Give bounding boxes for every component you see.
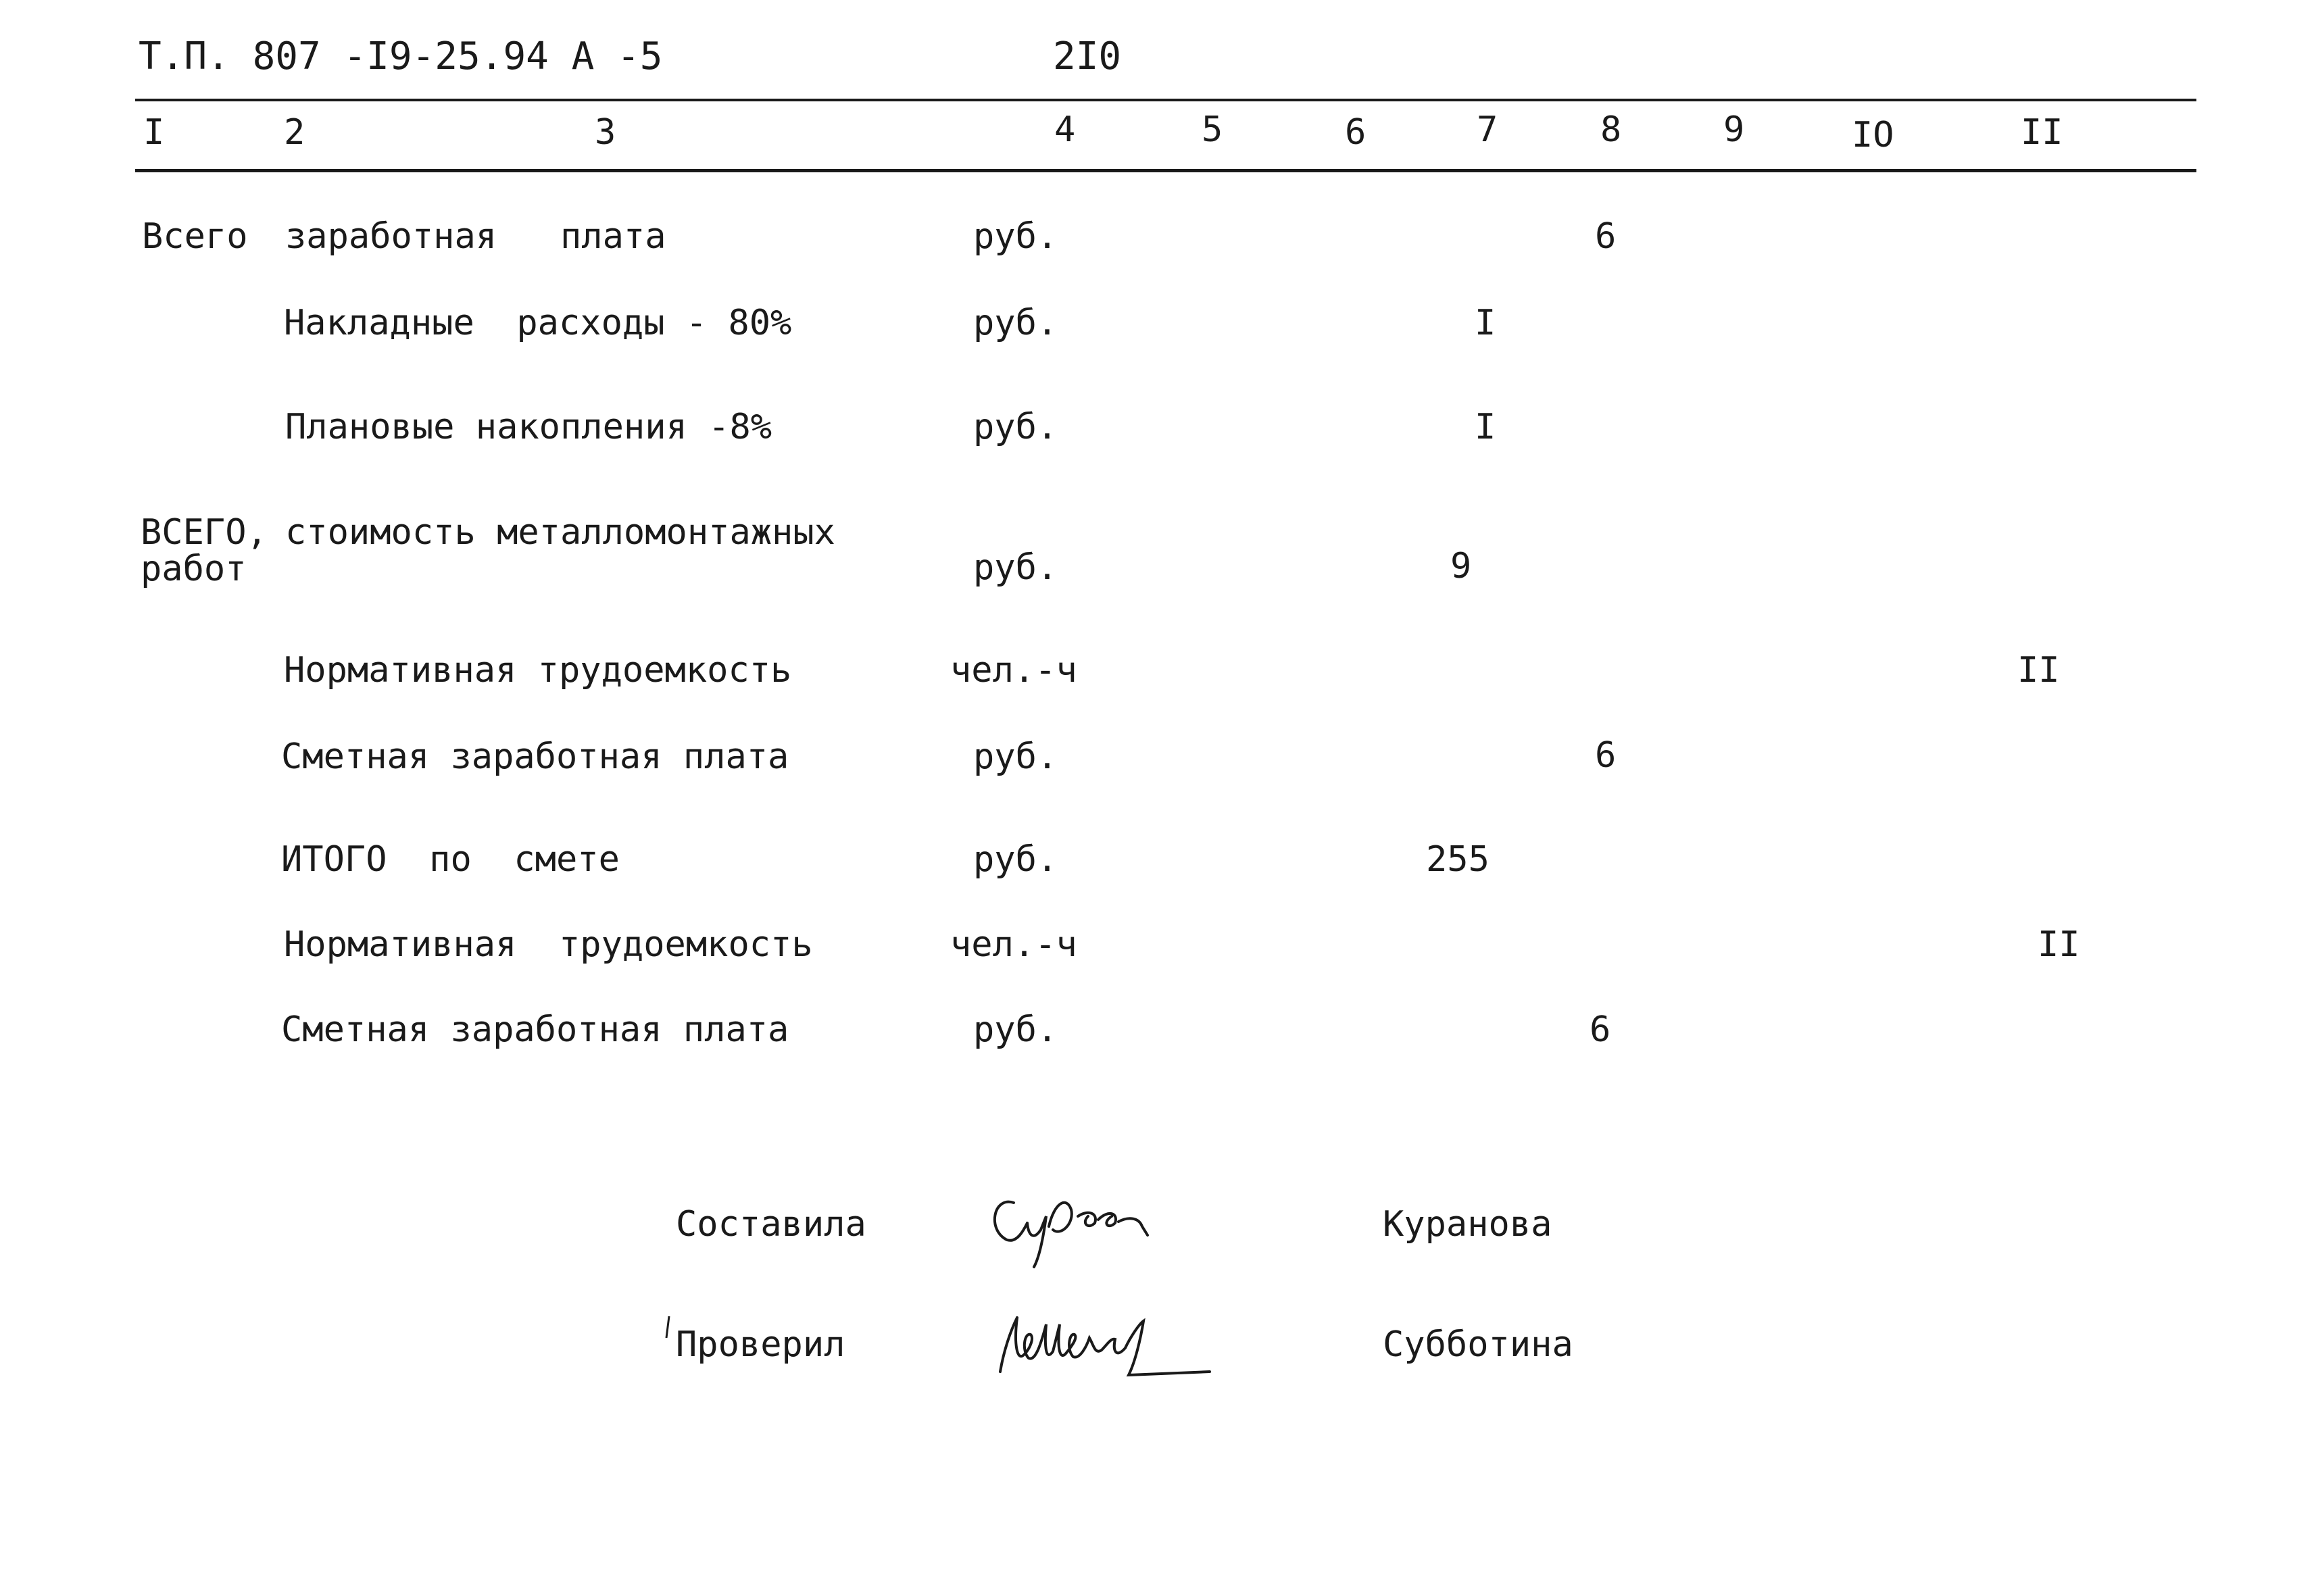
margin-tick	[662, 1311, 676, 1351]
column-header-8: 8	[1600, 109, 1622, 150]
column-header-3: 3	[595, 112, 616, 153]
column-header-9: 9	[1723, 109, 1745, 150]
checked-by-label: Проверил	[676, 1324, 845, 1365]
checked-signature	[987, 1297, 1216, 1385]
column-header-2: 2	[284, 112, 305, 153]
row-description: Сметная заработная плата	[281, 737, 789, 777]
row-unit: руб.	[973, 547, 1058, 588]
row-label-col1: Всего	[142, 216, 248, 257]
row-unit: руб.	[973, 737, 1058, 777]
row-unit: руб.	[973, 839, 1058, 880]
compiled-signature	[987, 1176, 1203, 1277]
row-value-col7: 255	[1426, 839, 1490, 880]
row-value-col11: II	[2038, 924, 2080, 965]
document-code: Т.П. 807 -I9-25.94 А -5	[139, 34, 663, 78]
row-unit: руб.	[973, 216, 1058, 257]
page-number: 2I0	[1053, 34, 1122, 78]
row-description: Накладные расходы - 80%	[284, 303, 792, 343]
column-header-6: 6	[1345, 112, 1367, 153]
row-value-col8: 6	[1595, 216, 1617, 257]
row-value-col8: 6	[1595, 735, 1617, 776]
column-header-7: 7	[1477, 109, 1498, 150]
column-header-4: 4	[1054, 109, 1076, 150]
row-unit: чел.-ч	[950, 924, 1077, 965]
row-description: Сметная заработная плата	[281, 1009, 789, 1050]
row-value-col11: II	[2017, 650, 2060, 691]
row-value-col8: 6	[1590, 1009, 1611, 1050]
row-value-col7: I	[1475, 407, 1496, 447]
column-header-1: I	[143, 112, 165, 153]
row-description: Плановые накопления -8%	[285, 407, 772, 447]
row-description: Нормативная трудоемкость	[284, 650, 792, 691]
compiled-by-label: Составила	[676, 1204, 866, 1245]
header-top-rule	[135, 99, 2196, 101]
row-unit: руб.	[973, 407, 1058, 447]
row-description: Нормативная трудоемкость	[284, 924, 813, 965]
column-header-10: IO	[1852, 115, 1894, 155]
row-unit: руб.	[973, 303, 1058, 343]
column-header-5: 5	[1202, 109, 1223, 150]
row-value-col7: 9	[1450, 546, 1472, 587]
row-unit: чел.-ч	[950, 650, 1077, 691]
checked-by-name: Субботина	[1383, 1324, 1573, 1365]
row-unit: руб.	[973, 1009, 1058, 1050]
row-description: ИТОГО по смете	[281, 839, 620, 880]
column-header-11: II	[2021, 112, 2063, 153]
row-label-col1: ВСЕГО,	[141, 512, 268, 553]
row-value-col7: I	[1475, 303, 1496, 343]
row-label-col1-continued: работ	[141, 549, 247, 589]
row-description: заработная плата	[285, 216, 666, 257]
row-description: стоимость металломонтажных	[285, 512, 835, 553]
header-bottom-rule	[135, 169, 2196, 172]
compiled-by-name: Куранова	[1383, 1204, 1552, 1245]
